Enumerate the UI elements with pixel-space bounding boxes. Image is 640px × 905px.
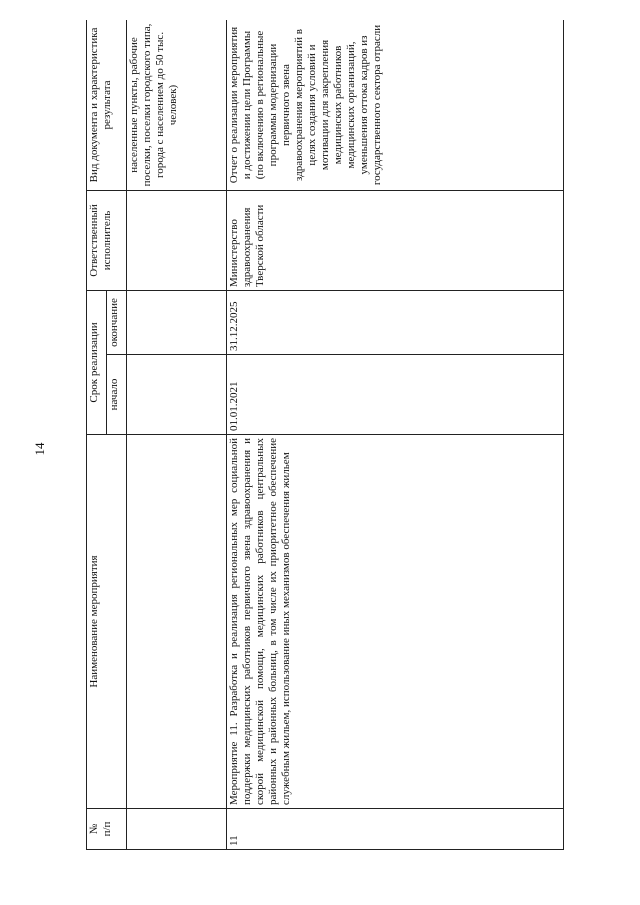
row-end	[127, 290, 227, 354]
row-executor: Министерство здравоохранения Тверской области	[227, 190, 564, 290]
measures-table	[86, 20, 564, 850]
header-name: Наименование мероприятия	[87, 435, 127, 809]
table-sheet	[86, 20, 564, 850]
row-num: 11	[227, 809, 564, 850]
row-start: 01.01.2021	[227, 355, 564, 435]
header-end: окончание	[107, 290, 127, 354]
header-term: Срок реализации	[87, 290, 107, 434]
row-result: населенные пункты, рабочие поселки, поселки городского типа, города с населением до 50 тыс. человек)	[127, 20, 227, 190]
header-num-sub: п/п	[101, 821, 113, 837]
row-num	[127, 809, 227, 850]
row-name	[127, 435, 227, 809]
header-executor: Ответственный исполнитель	[87, 190, 127, 290]
row-result: Отчет о реализации мероприятия и достижении цели Программы (по включению в региональные программы модернизации первичного звена здравоохранения мероприятий в целях создания условий и мотивации для закрепления медицинских работников медицинских организаций, уменьшения оттока кадров из государственного сектора отрасли	[227, 20, 564, 190]
table-row	[227, 20, 564, 850]
page-number: 14	[32, 442, 47, 456]
header-num: №	[88, 823, 100, 835]
row-start	[127, 355, 227, 435]
header-result: Вид документа и характеристика результата	[87, 20, 127, 190]
row-executor	[127, 190, 227, 290]
row-name: Мероприятие 11. Разработка и реализация региональных мер социальной поддержки медицинских работников первичного звена здравоохранения и скорой медицинской помощи, медицинских работников центральных районных и районных больниц, в том числе их приоритетное обеспечение служебным жильем, использование иных механизмов обеспечения жильем	[227, 435, 564, 809]
header-start: начало	[107, 355, 127, 435]
table-row	[127, 20, 227, 850]
header-num-cell	[87, 809, 127, 850]
rotated-table-frame	[86, 20, 564, 850]
header-row-1	[87, 20, 107, 850]
row-end: 31.12.2025	[227, 290, 564, 354]
